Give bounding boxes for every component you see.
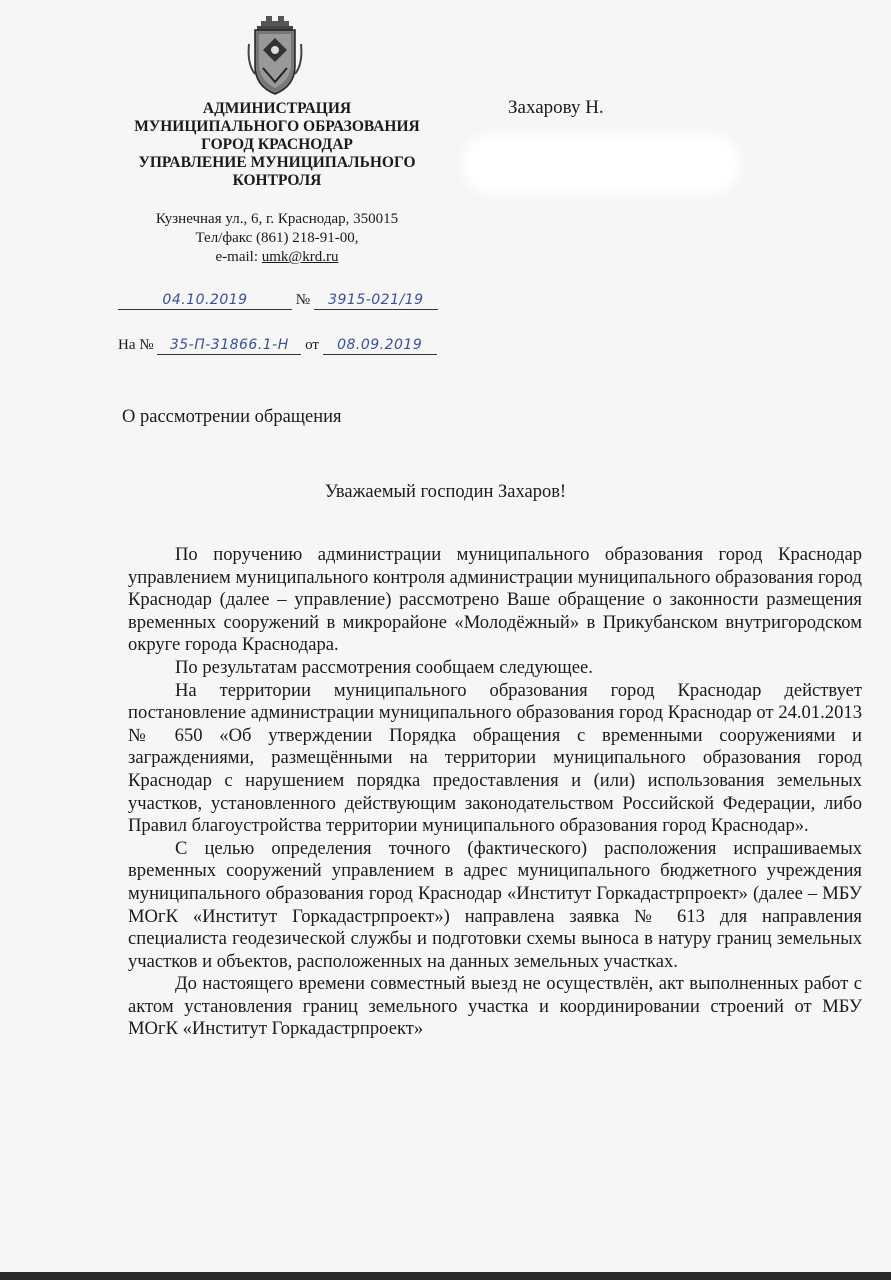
sender-line: АДМИНИСТРАЦИЯ <box>202 100 352 117</box>
outgoing-date: 04.10.2019 <box>118 292 292 310</box>
body-paragraph: По поручению администрации муниципального образования город Краснодар управлением муниципального контроля администрации муниципального образования город Краснодар (далее – управление) рассмотрено Ваше обращение о законности размещения временных сооружений в микрорайоне «Молодёжный» в Прикубанском внутригородском округе города Краснодара. <box>128 544 862 656</box>
recipient-name: Захарову Н. <box>508 97 604 118</box>
scan-edge <box>0 1272 891 1280</box>
sender-line: МУНИЦИПАЛЬНОГО ОБРАЗОВАНИЯ <box>134 118 420 135</box>
incoming-reference-line <box>118 337 437 355</box>
body-paragraph: До настоящего времени совместный выезд не осуществлён, акт выполненных работ с актом установления границ земельного участка и координировании строений от МБУ МОгК «Институт Горкадастрпроект» <box>128 973 862 1040</box>
sender-line: ГОРОД КРАСНОДАР <box>201 136 353 153</box>
email-label: e-mail: <box>215 249 262 265</box>
sender-email-line <box>112 248 442 267</box>
from-label: от <box>305 337 319 353</box>
letter-body <box>128 544 862 1041</box>
reference-number: 35-П-31866.1-Н <box>157 337 301 355</box>
redacted-address <box>470 142 732 186</box>
sender-organization-header <box>112 100 442 190</box>
email-link[interactable]: umk@krd.ru <box>261 249 339 265</box>
salutation: Уважаемый господин Захаров! <box>324 482 567 502</box>
number-label: № <box>295 292 311 308</box>
body-paragraph: С целью определения точного (фактического) расположения испрашиваемых временных сооружений управлением в адрес муниципального бюджетного учреждения муниципального образования город Краснодар «Институт Горкадастрпроект» (далее – МБУ МОгК «Институт Горкадастрпроект») направлена заявка № 613 для направления специалиста геодезической службы и подготовки схемы выноса в натуру границ земельных участков и объектов, расположенных на данных земельных участках. <box>128 837 862 972</box>
sender-line: УПРАВЛЕНИЕ МУНИЦИПАЛЬНОГО <box>138 154 416 171</box>
sender-phone: Тел/факс (861) 218-91-00, <box>195 230 359 246</box>
outgoing-number: 3915-021/19 <box>314 292 438 310</box>
body-paragraph: По результатам рассмотрения сообщаем следующее. <box>175 656 593 678</box>
reference-date: 08.09.2019 <box>323 337 437 355</box>
letter-subject: О рассмотрении обращения <box>122 407 342 427</box>
ref-label: На № <box>118 337 154 353</box>
coat-of-arms-emblem <box>247 14 303 98</box>
sender-contacts <box>112 210 442 267</box>
sender-line: КОНТРОЛЯ <box>232 172 322 189</box>
outgoing-registration-line <box>118 292 438 310</box>
body-paragraph: На территории муниципального образования город Краснодар действует постановление администрации муниципального образования город Краснодар от 24.01.2013 № 650 «Об утверждении Порядка обращения с временными сооружениями и заграждениями, размещёнными на территории муниципального образования город Краснодар с нарушением порядка предоставления и (или) использования земельных участков, установленного действующим законодательством Российской Федерации, либо Правил благоустройства территории муниципального образования город Краснодар». <box>128 679 862 837</box>
sender-address: Кузнечная ул., 6, г. Краснодар, 350015 <box>155 211 399 227</box>
